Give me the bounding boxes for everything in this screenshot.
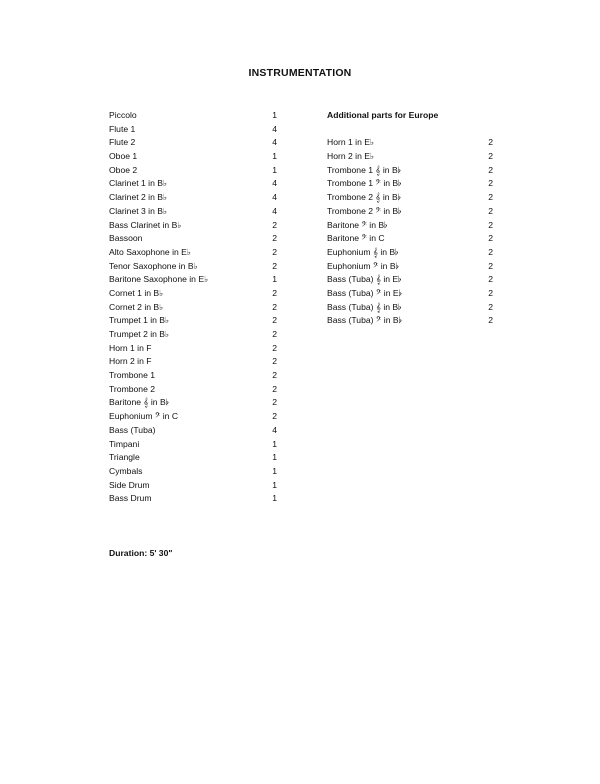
part-row [327,232,493,246]
part-name: Tenor Saxophone in B♭ [109,260,198,271]
part-row [109,369,277,383]
part-row [109,410,277,424]
part-name: Bass (Tuba) 𝄢 in B♭ [327,315,402,326]
part-count: 2 [272,329,277,339]
part-name: Trombone 1 𝄞 in B♭ [327,164,401,175]
part-count: 2 [488,260,493,271]
part-count: 2 [488,274,493,285]
part-row [327,150,493,164]
part-count: 2 [488,205,493,216]
part-row [109,383,277,397]
part-count: 2 [272,370,277,381]
part-name: Alto Saxophone in E♭ [109,246,191,257]
part-name: Oboe 1 [109,151,138,162]
part-name: Horn 2 in F [109,356,152,367]
part-name: Bass (Tuba) 𝄞 in B♭ [327,301,402,312]
part-count: 2 [488,151,493,162]
part-name: Horn 1 in F [109,342,152,353]
part-count: 2 [272,315,277,326]
part-row [327,205,493,219]
part-row [327,191,493,205]
part-count: 2 [488,246,493,257]
part-row [109,492,277,506]
instrument-list [109,109,277,506]
part-count: 4 [272,424,277,435]
part-row [109,136,277,150]
part-count: 2 [272,233,277,244]
part-name: Cymbals [109,465,143,476]
part-row [109,232,277,246]
part-row [109,123,277,137]
part-row [327,164,493,178]
part-row [109,451,277,465]
part-name: Trumpet 2 in B♭ [109,329,170,339]
part-count: 2 [488,178,493,189]
part-row [109,355,277,369]
part-name: Timpani [109,438,140,449]
part-count: 2 [488,219,493,230]
part-row [109,342,277,356]
part-name: Trombone 1 [109,370,156,381]
part-count: 2 [488,287,493,298]
part-row [327,273,493,287]
part-name: Baritone 𝄢 in B♭ [327,219,388,230]
part-count: 2 [488,192,493,203]
part-count: 1 [272,465,277,476]
part-row [109,396,277,410]
part-count: 4 [272,123,277,134]
part-count: 1 [272,452,277,463]
part-row [109,260,277,274]
additional-parts-list [327,109,493,328]
part-row [109,191,277,205]
part-row [327,219,493,233]
part-row [109,164,277,178]
part-row [327,314,493,328]
part-row [109,150,277,164]
part-name: Euphonium 𝄢 in B♭ [327,260,399,271]
part-name: Horn 1 in E♭ [327,137,375,148]
additional-parts-rows [327,136,493,328]
part-row [109,438,277,452]
part-name: Clarinet 2 in B♭ [109,192,168,203]
part-count: 2 [488,301,493,312]
part-count: 2 [488,137,493,148]
part-count: 1 [272,493,277,504]
part-count: 2 [272,219,277,230]
part-row [109,177,277,191]
part-count: 2 [488,315,493,326]
part-row [327,177,493,191]
part-count: 2 [272,246,277,257]
part-count: 1 [272,151,277,162]
part-name: Euphonium 𝄞 in B♭ [327,246,399,257]
part-name: Trumpet 1 in B♭ [109,315,170,326]
part-count: 1 [272,110,277,120]
part-row [109,424,277,438]
part-name: Bass (Tuba) 𝄞 in E♭ [327,274,402,285]
part-name: Baritone 𝄞 in B♭ [109,397,169,408]
part-count: 2 [272,342,277,353]
part-name: Trombone 2 [109,383,156,394]
part-name: Flute 1 [109,123,136,134]
part-name: Clarinet 1 in B♭ [109,178,168,189]
part-name: Bassoon [109,233,143,244]
part-name: Bass (Tuba) 𝄢 in E♭ [327,287,402,298]
part-name: Bass Clarinet in B♭ [109,219,182,230]
part-count: 2 [272,301,277,312]
part-count: 2 [272,356,277,367]
part-name: Trombone 2 𝄢 in B♭ [327,205,402,216]
part-count: 1 [272,164,277,175]
part-row [109,109,277,123]
part-row [109,479,277,493]
part-name: Euphonium 𝄢 in C [109,411,179,422]
part-count: 2 [272,287,277,298]
part-count: 2 [272,260,277,271]
page-title: INSTRUMENTATION [248,67,352,79]
part-name: Triangle [109,452,140,463]
part-row [109,328,277,342]
part-name: Side Drum [109,479,150,490]
additional-parts-heading: Additional parts for Europe [327,110,439,120]
part-count: 4 [272,137,277,148]
part-name: Trombone 2 𝄞 in B♭ [327,192,401,203]
part-count: 4 [272,192,277,203]
part-name: Trombone 1 𝄢 in B♭ [327,178,402,189]
part-name: Baritone Saxophone in E♭ [109,274,209,285]
part-name: Clarinet 3 in B♭ [109,205,168,216]
part-row [109,205,277,219]
part-name: Bass (Tuba) [109,424,156,435]
part-row [327,246,493,260]
part-name: Cornet 2 in B♭ [109,301,164,312]
spacer [327,123,493,137]
part-count: 4 [272,205,277,216]
part-count: 2 [272,411,277,422]
part-row [327,301,493,315]
part-count: 2 [488,233,493,244]
part-row [327,260,493,274]
part-name: Bass Drum [109,493,152,504]
part-name: Oboe 2 [109,164,138,175]
part-row [109,246,277,260]
part-row [109,273,277,287]
duration-text: Duration: 5' 30" [109,548,173,558]
part-count: 4 [272,178,277,189]
part-count: 2 [272,397,277,408]
part-count: 2 [272,383,277,394]
part-row [109,314,277,328]
part-row [109,301,277,315]
part-count: 1 [272,438,277,449]
part-row [109,219,277,233]
part-name: Baritone 𝄢 in C [327,233,385,244]
part-name: Flute 2 [109,137,136,148]
part-row [327,287,493,301]
part-count: 1 [272,274,277,285]
part-row [109,465,277,479]
part-name: Piccolo [109,110,137,120]
part-count: 2 [488,164,493,175]
part-name: Horn 2 in E♭ [327,151,375,162]
part-row [327,136,493,150]
part-row [109,287,277,301]
part-name: Cornet 1 in B♭ [109,287,164,298]
part-count: 1 [272,479,277,490]
